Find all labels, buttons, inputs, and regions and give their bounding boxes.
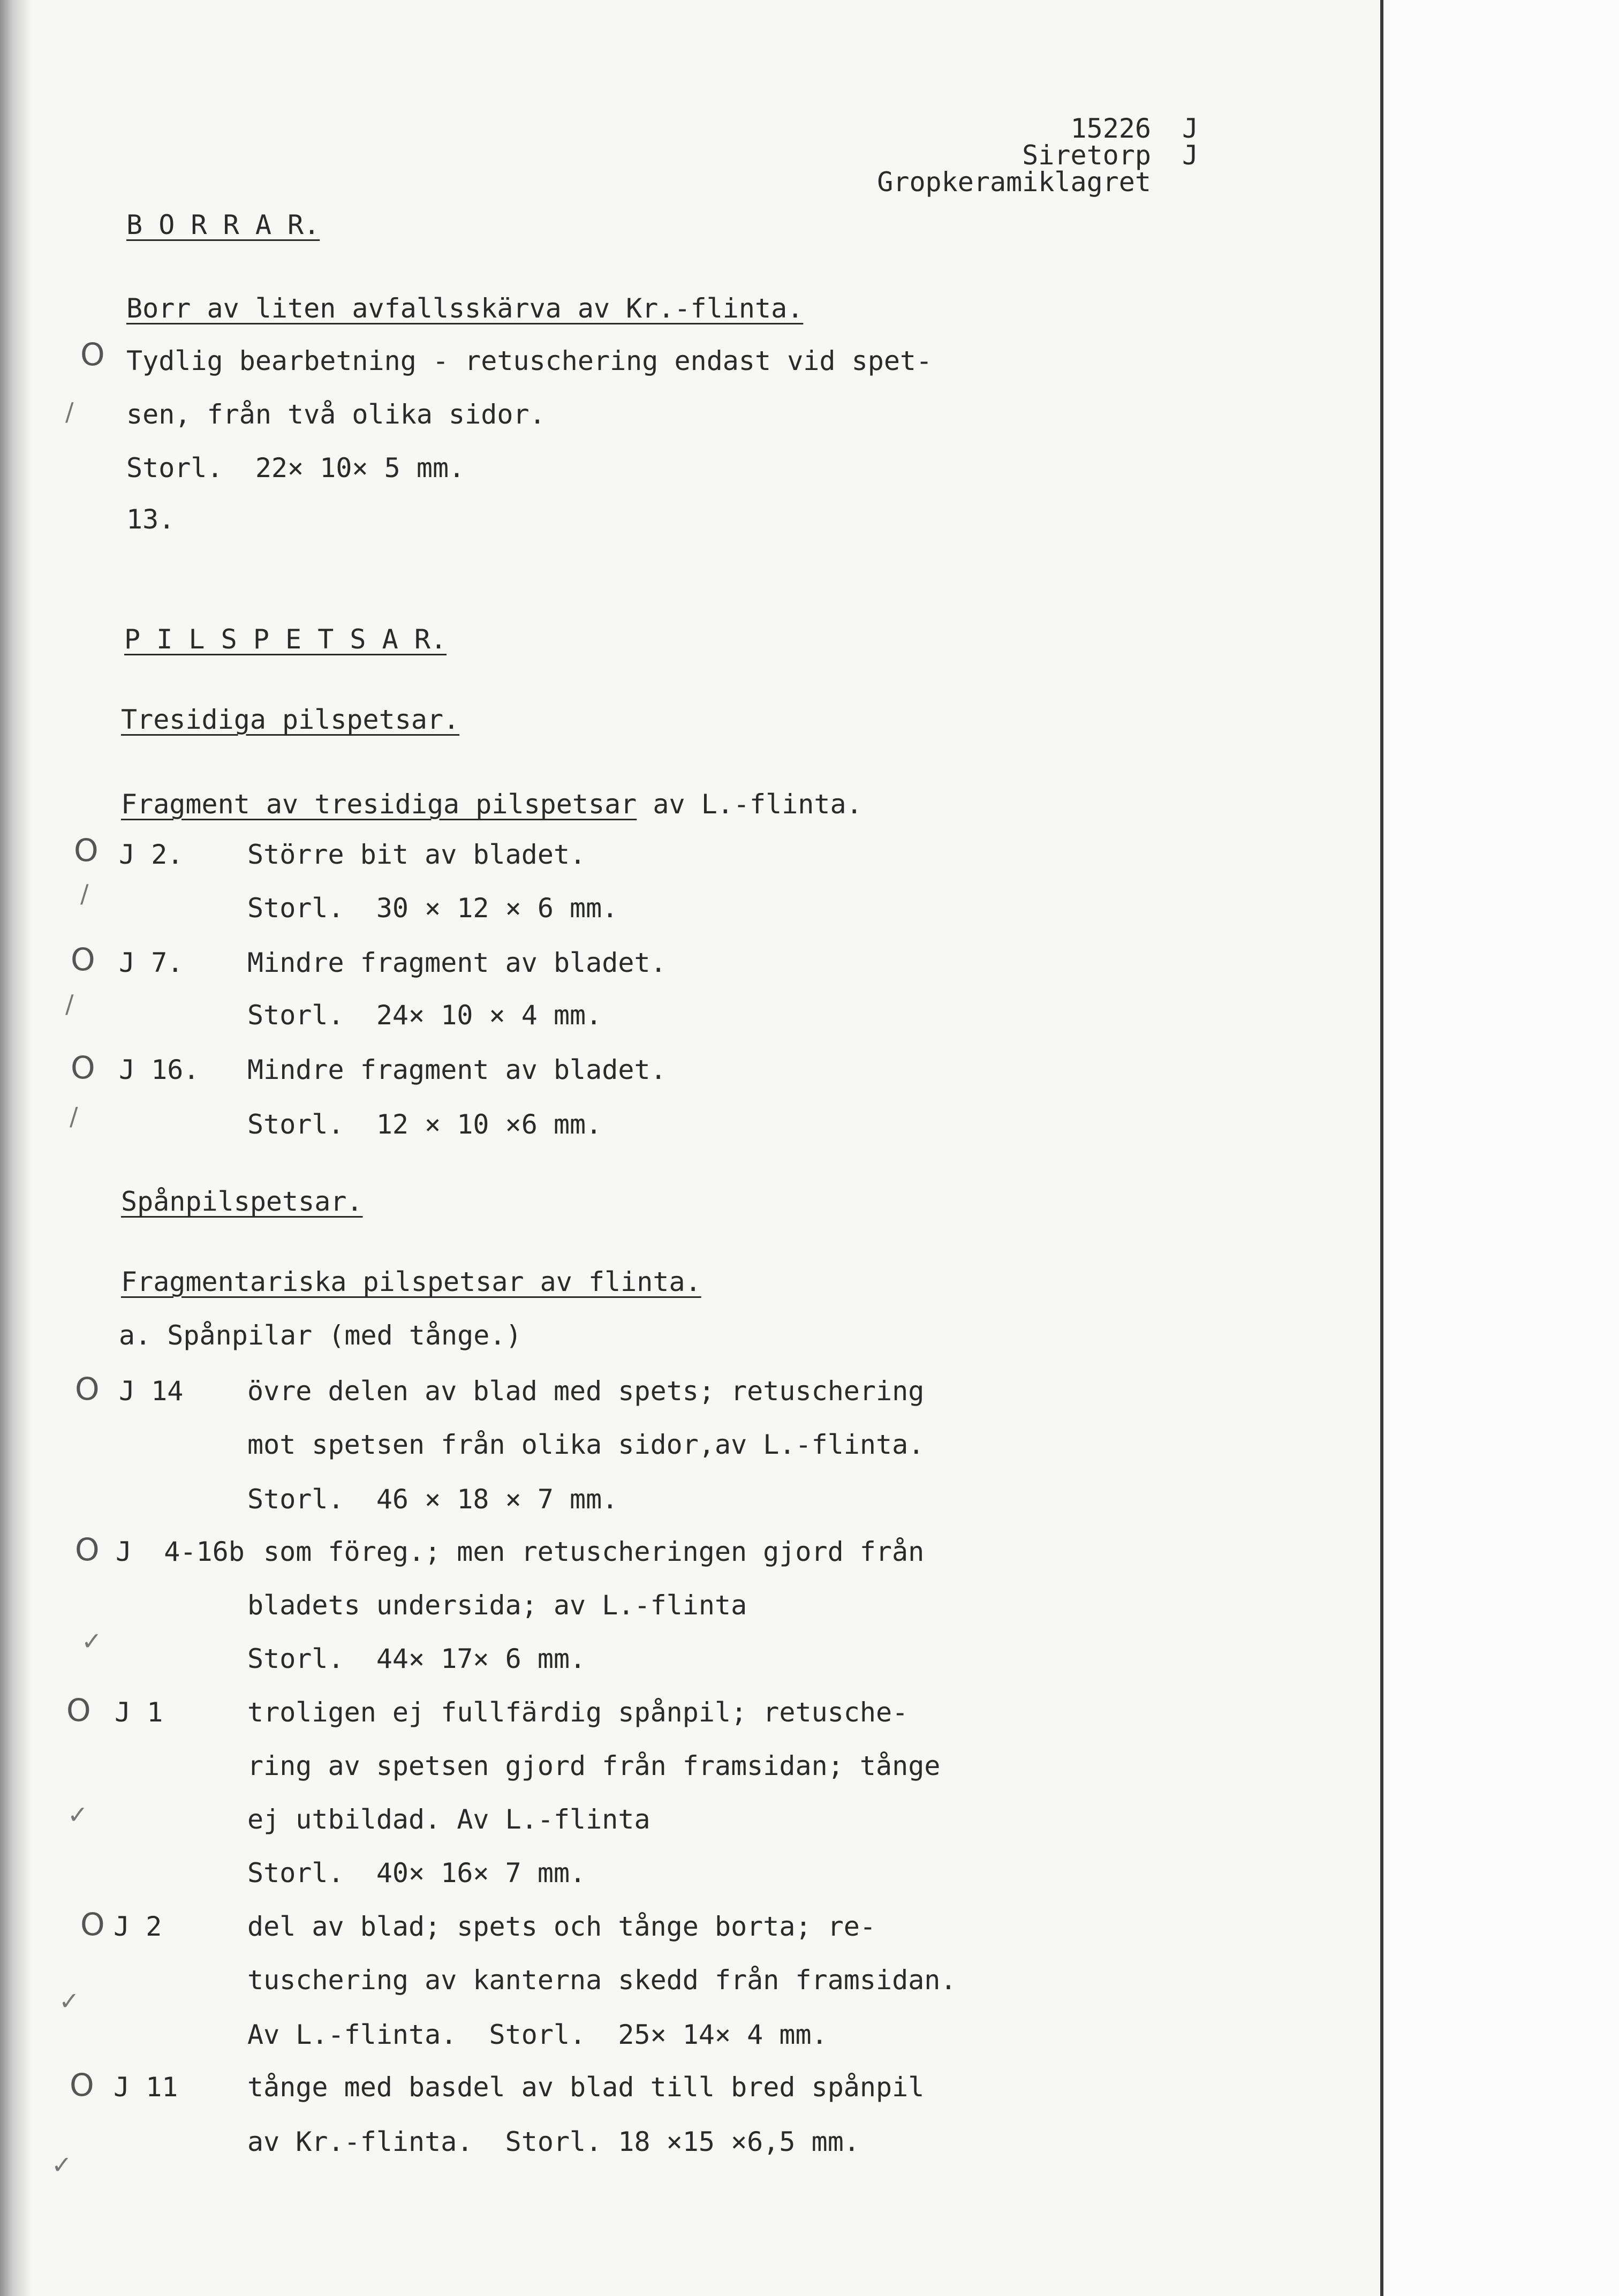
catalog-number: 15226 — [1070, 113, 1151, 144]
site-name: Siretorp — [1022, 140, 1151, 171]
item-code: J 7. — [119, 947, 184, 978]
item-line: ring av spetsen gjord från framsidan; tånge — [247, 1750, 941, 1781]
item-size: Storl. 30 × 12 × 6 mm. — [247, 893, 618, 924]
item-line: Storl. 44× 17× 6 mm. — [247, 1643, 586, 1674]
slash-mark: / — [65, 990, 74, 1018]
item-line: bladets undersida; av L.-flinta — [247, 1590, 747, 1621]
circle-mark: O — [71, 941, 95, 978]
item-line: tånge med basdel av blad till bred spånpil — [247, 2072, 925, 2103]
check-mark: ✓ — [67, 1800, 88, 1829]
subgroup-label: a. Spånpilar (med tånge.) — [119, 1320, 522, 1351]
item-line: av Kr.-flinta. Storl. 18 ×15 ×6,5 mm. — [247, 2126, 860, 2157]
section-heading-borrar: B O R R A R. — [126, 209, 320, 240]
layer-name: Gropkeramiklagret — [877, 167, 1151, 198]
slash-mark: / — [65, 397, 74, 426]
header-j-1: J — [1182, 113, 1199, 144]
borrar-subheading: Borr av liten avfallsskärva av Kr.-flinta. — [126, 293, 804, 324]
circle-mark: O — [71, 1049, 95, 1086]
item-line: troligen ej fullfärdig spånpil; retusche- — [247, 1697, 909, 1728]
item-code: J 1 — [115, 1697, 163, 1728]
header-j-2: J — [1182, 140, 1199, 171]
item-code: J 2. — [119, 839, 184, 870]
scan-background-right — [1383, 0, 1619, 2296]
borrar-count: 13. — [126, 504, 175, 535]
item-line: ej utbildad. Av L.-flinta — [247, 1804, 650, 1835]
slash-mark: / — [70, 1102, 78, 1131]
tresidiga-heading: Tresidiga pilspetsar. — [121, 704, 460, 735]
item-code: J 11 — [114, 2072, 178, 2103]
item-line: Storl. 40× 16× 7 mm. — [247, 1857, 586, 1889]
check-mark: ✓ — [51, 2150, 72, 2179]
item-line: som föreg.; men retuscheringen gjord från — [263, 1536, 925, 1567]
item-desc: Mindre fragment av bladet. — [247, 1054, 667, 1085]
circle-mark: O — [74, 832, 99, 868]
item-line: tuschering av kanterna skedd från framsidan. — [247, 1965, 957, 1996]
circle-mark: O — [70, 2067, 94, 2103]
item-desc: Mindre fragment av bladet. — [247, 947, 667, 978]
item-line: mot spetsen från olika sidor,av L.-flinta. — [247, 1429, 925, 1460]
spanpilspetsar-heading: Spånpilspetsar. — [121, 1186, 363, 1217]
item-line: Av L.-flinta. Storl. 25× 14× 4 mm. — [247, 2019, 828, 2050]
circle-mark: O — [80, 336, 105, 373]
check-mark: ✓ — [81, 1627, 102, 1656]
item-code: J 16. — [119, 1054, 200, 1085]
item-line: övre delen av blad med spets; retuschering — [247, 1376, 925, 1407]
fragment-heading-underlined: Fragment av tresidiga pilspetsar — [121, 789, 637, 820]
borrar-size: Storl. 22× 10× 5 mm. — [126, 452, 465, 484]
fragment-heading-suffix: av L.-flinta. — [637, 789, 863, 820]
scan-shadow-left — [0, 0, 32, 2296]
borrar-line-1: Tydlig bearbetning - retuschering endast vid spet- — [126, 345, 933, 376]
item-code: J 4-16b — [116, 1536, 245, 1567]
fragment-heading — [121, 788, 863, 820]
item-line: del av blad; spets och tånge borta; re- — [247, 1911, 876, 1942]
item-size: Storl. 24× 10 × 4 mm. — [247, 1000, 602, 1031]
circle-mark: O — [75, 1371, 100, 1407]
item-desc: Större bit av bladet. — [247, 839, 586, 870]
item-code: J 14 — [119, 1376, 184, 1407]
item-line: Storl. 46 × 18 × 7 mm. — [247, 1484, 618, 1515]
item-size: Storl. 12 × 10 ×6 mm. — [247, 1109, 602, 1140]
page-edge-right — [1380, 0, 1383, 2296]
circle-mark: O — [80, 1906, 105, 1943]
circle-mark: O — [75, 1531, 100, 1568]
borrar-line-2: sen, från två olika sidor. — [126, 399, 546, 430]
slash-mark: / — [80, 879, 89, 908]
check-mark: ✓ — [59, 1987, 80, 2015]
fragmentariska-heading: Fragmentariska pilspetsar av flinta. — [121, 1266, 701, 1297]
item-code: J 2 — [114, 1911, 162, 1942]
section-heading-pilspetsar: P I L S P E T S A R. — [124, 624, 447, 655]
circle-mark: O — [66, 1692, 91, 1728]
